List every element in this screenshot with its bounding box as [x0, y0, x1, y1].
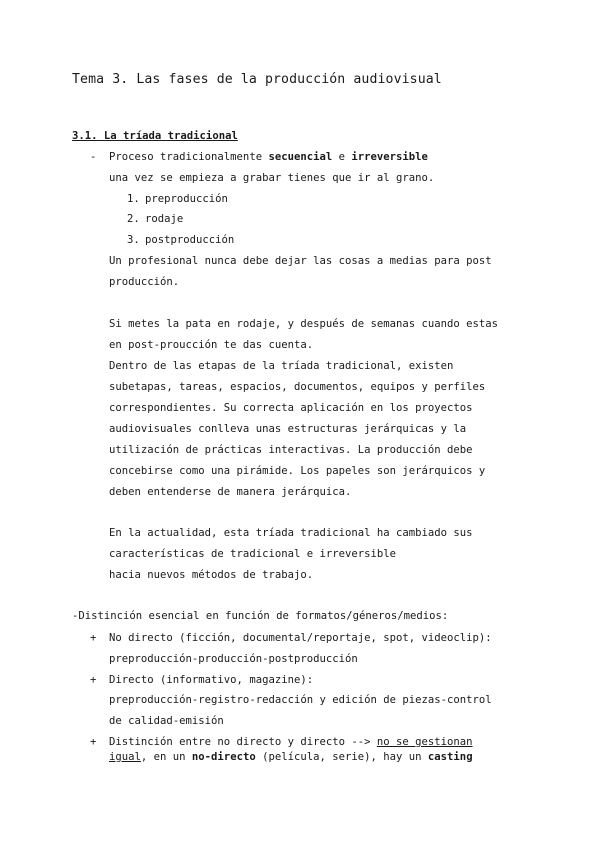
paragraph-line: deben entenderse de manera jerárquica. [109, 486, 352, 498]
list-item-postproduccion: postproducción [145, 234, 235, 246]
bullet-line-no-directo: No directo (ficción, documental/reportaje, spot, videoclip): [109, 632, 492, 644]
paragraph-line: preproducción-producción-postproducción [109, 653, 358, 665]
paragraph-line: concebirse como una pirámide. Los papeles son jerárquicos y [109, 465, 486, 477]
bold-term-secuencial: secuencial [268, 151, 333, 163]
section-heading-triada: 3.1. La tríada tradicional [72, 130, 238, 142]
paragraph-line: características de tradicional e irreversible [109, 548, 397, 560]
text-run: (película, serie), hay un [255, 751, 428, 763]
paragraph-line: hacia nuevos métodos de trabajo. [109, 569, 314, 581]
underlined-igual: igual [109, 751, 141, 763]
paragraph-line: utilización de prácticas interactivas. La producción debe [109, 444, 473, 456]
paragraph-line: Un profesional nunca debe dejar las cosas a medias para post [109, 255, 492, 267]
paragraph-line: preproducción-registro-redacción y edición de piezas-control [109, 694, 492, 706]
list-number: 2. [127, 213, 140, 225]
text-run: Proceso tradicionalmente [109, 151, 269, 163]
bullet-plus: + [90, 674, 97, 686]
paragraph-line: una vez se empieza a grabar tienes que ir al grano. [109, 172, 435, 184]
list-number: 1. [127, 193, 140, 205]
paragraph-line: producción. [109, 276, 180, 288]
bold-term-casting: casting [427, 751, 473, 763]
paragraph-line: audiovisuales conlleva unas estructuras jerárquicas y la [109, 423, 467, 435]
bullet-dash: - [90, 151, 97, 163]
text-run: e [332, 151, 352, 163]
text-run: , en un [140, 751, 192, 763]
paragraph-line: correspondientes. Su correcta aplicación en los proyectos [109, 402, 473, 414]
list-item-preproduccion: preproducción [145, 193, 228, 205]
paragraph-line: Si metes la pata en rodaje, y después de semanas cuando estas [109, 318, 499, 330]
paragraph-line: Dentro de las etapas de la tríada tradicional, existen [109, 360, 454, 372]
bullet-plus: + [90, 736, 97, 748]
list-item-rodaje: rodaje [145, 213, 184, 225]
list-number: 3. [127, 234, 140, 246]
paragraph-line [109, 750, 473, 764]
bullet-line-directo: Directo (informativo, magazine): [109, 674, 314, 686]
text-run: Distinción entre no directo y directo --> [109, 736, 377, 748]
bold-term-irreversible: irreversible [351, 151, 428, 163]
paragraph-line: subetapas, tareas, espacios, documentos, equipos y perfiles [109, 381, 486, 393]
paragraph-line: en post-proucción te das cuenta. [109, 339, 314, 351]
bullet-line-distincion [109, 735, 473, 749]
section-heading-distincion: -Distinción esencial en función de formatos/géneros/medios: [72, 610, 449, 622]
page-title: Tema 3. Las fases de la producción audiovisual [72, 72, 442, 87]
paragraph-line: En la actualidad, esta tríada tradicional ha cambiado sus [109, 527, 473, 539]
bold-term-no-directo: no-directo [191, 751, 256, 763]
bullet-plus: + [90, 632, 97, 644]
paragraph-line: de calidad-emisión [109, 715, 224, 727]
bullet-line-proceso [109, 150, 428, 164]
underlined-no-se-gestionan: no se gestionan [376, 736, 473, 748]
